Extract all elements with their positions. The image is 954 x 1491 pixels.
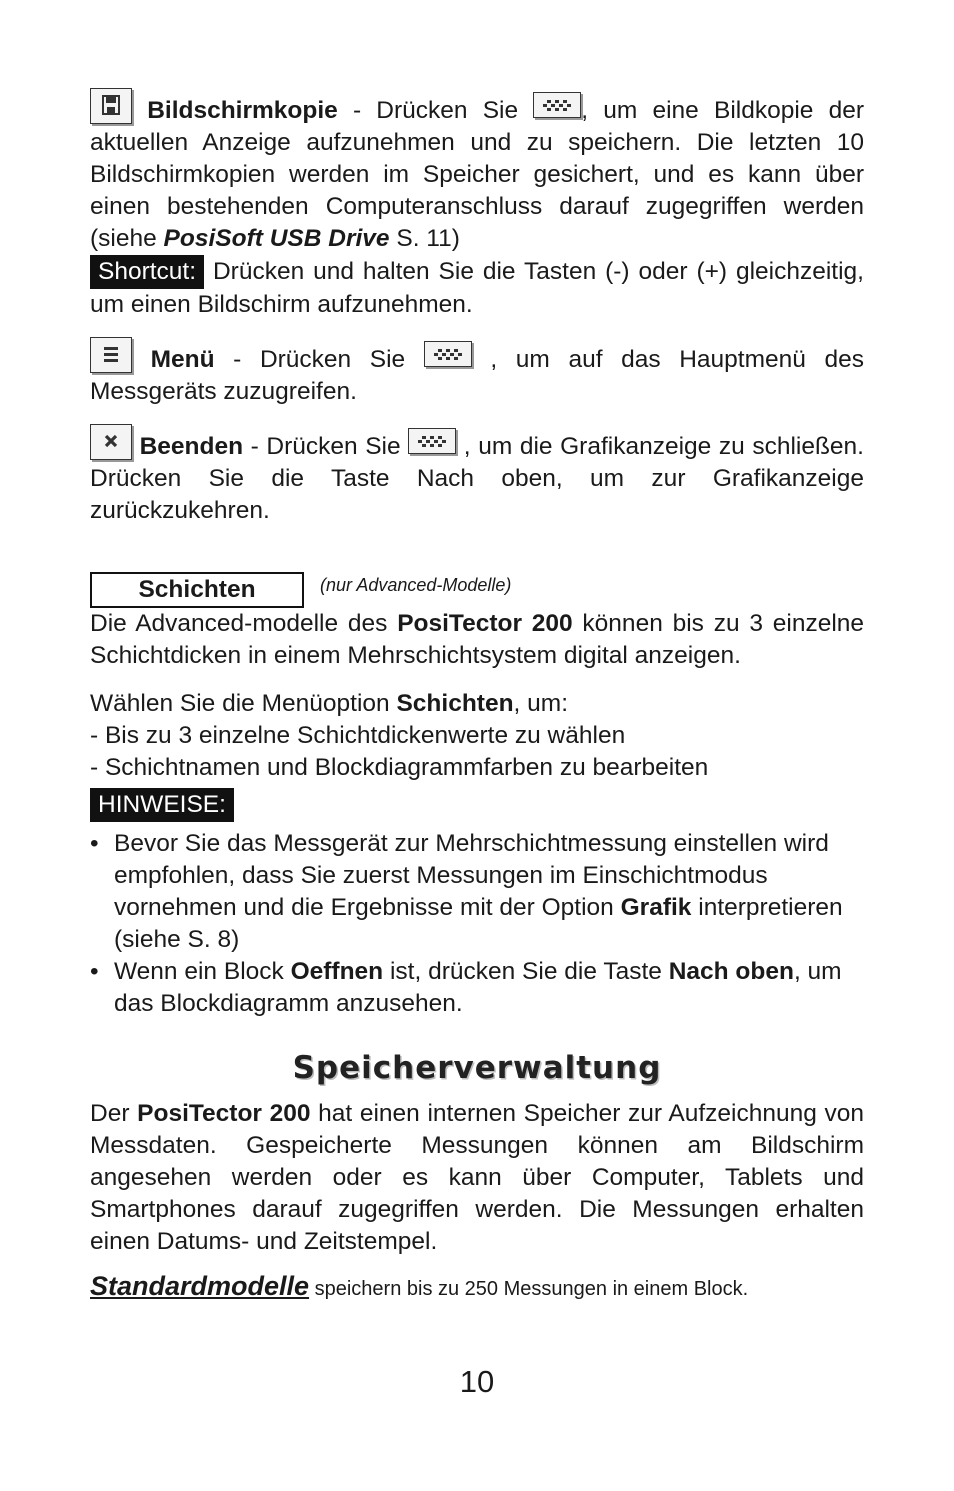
menu-paragraph: Menü - Drücken Sie , um auf das Hauptmenü des Messgeräts zuzugreifen. <box>90 337 864 408</box>
layers-select: Wählen Sie die Menüoption Schichten, um: <box>90 690 569 717</box>
exit-paragraph: Beenden - Drücken Sie , um die Grafikanzeige zu schließen. Drücken Sie die Taste Nach oben, um zur Grafikanzeige zurückzukehren. <box>90 424 864 527</box>
screenshot-term: Bildschirmkopie <box>147 97 338 124</box>
list-item: • Bevor Sie das Messgerät zur Mehrschichtmessung einstellen wird empfohlen, dass Sie zuerst Messungen im Einschichtmodus vornehmen und die Ergebnisse mit der Option Grafik interpretieren (siehe S. 8) <box>90 828 864 956</box>
memory-paragraph: Der PosiTector 200 hat einen internen Speicher zur Aufzeichnung von Messdaten. Gespeicherte Messungen können am Bildschirm angesehen werden oder es kann über Computer, Tablets und Smartphones darauf zugegriffen werden. Die Messungen erhalten einen Datums- und Zeitstempel. <box>90 1100 864 1255</box>
close-icon <box>90 424 132 460</box>
layers-intro: Die Advanced-modelle des PosiTector 200 können bis zu 3 einzelne Schichtdicken in einem Mehrschichtsystem digital anzeigen. <box>90 610 865 669</box>
center-key-icon <box>424 341 472 367</box>
dash-item: - Bis zu 3 einzelne Schichtdickenwerte zu wählen <box>90 722 626 749</box>
list-item: • Wenn ein Block Oeffnen ist, drücken Sie die Taste Nach oben, um das Blockdiagramm anzusehen. <box>90 956 864 1020</box>
page-content <box>90 88 864 1305</box>
exit-term: Beenden <box>139 433 244 460</box>
standard-models-line: Standardmodelle speichern bis zu 250 Messungen in einem Block. <box>90 1271 749 1301</box>
standard-models-term: Standardmodelle <box>90 1271 310 1301</box>
notes-list <box>90 828 864 1020</box>
shortcut-badge: Shortcut: <box>90 255 204 289</box>
menu-icon <box>90 337 132 373</box>
shortcut-paragraph: Shortcut: Drücken und halten Sie die Tasten (-) oder (+) gleichzeitig, um einen Bildschirm aufzunehmen. <box>90 255 864 321</box>
notes-badge: HINWEISE: <box>90 788 234 822</box>
notes-badge-row <box>90 788 864 822</box>
menu-term: Menü <box>150 346 215 373</box>
layers-heading: Schichten <box>90 572 304 608</box>
center-key-icon <box>408 428 456 454</box>
layers-heading-row <box>90 569 864 608</box>
dash-item: - Schichtnamen und Blockdiagrammfarben zu bearbeiten <box>90 754 709 781</box>
memory-heading: Speicherverwaltung <box>292 1050 662 1086</box>
page-number: 10 <box>459 1364 495 1399</box>
advanced-models-note: (nur Advanced-Modelle) <box>320 575 512 595</box>
posisoft-reference: PosiSoft USB Drive <box>163 225 390 252</box>
center-key-icon <box>533 92 581 118</box>
screenshot-paragraph: Bildschirmkopie - Drücken Sie , um eine Bildkopie der aktuellen Anzeige aufzunehmen und zu speichern. Die letzten 10 Bildschirmkopien werden im Speicher gesichert, und es kann über einen bestehenden Computeranschluss darauf zugegriffen werden (siehe PosiSoft USB Drive S. 11) <box>90 88 864 255</box>
floppy-save-icon <box>90 88 132 124</box>
